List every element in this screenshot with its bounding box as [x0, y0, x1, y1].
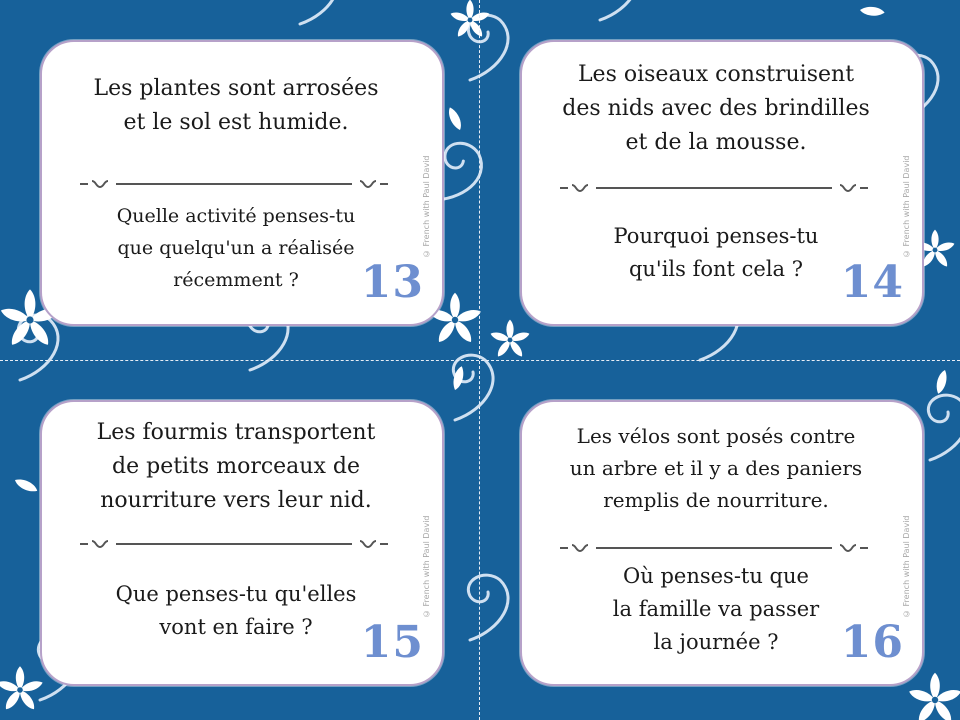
task-card-15 [40, 400, 444, 686]
cut-line-vertical [479, 0, 480, 720]
card-number: 13 [360, 257, 424, 308]
ornament-divider [556, 542, 872, 554]
question-line: Quelle activité penses-tu [116, 205, 356, 227]
ornament-divider [556, 182, 872, 194]
task-card-13 [40, 40, 444, 326]
cut-line-horizontal [0, 360, 960, 361]
statement-line: des nids avec des brindilles [562, 96, 870, 121]
statement-line: remplis de nourriture. [603, 488, 829, 512]
question-line: la famille va passer [612, 597, 820, 621]
copyright-credit: © French with Paul David [422, 155, 431, 259]
card-statement [56, 72, 416, 140]
question-line: récemment ? [173, 269, 299, 291]
statement-line: nourriture vers leur nid. [100, 488, 372, 513]
question-line: Que penses-tu qu'elles [115, 582, 357, 606]
question-line: Pourquoi penses-tu [613, 224, 819, 248]
question-line: Où penses-tu que [623, 564, 809, 588]
statement-line: un arbre et il y a des paniers [569, 456, 863, 480]
card-statement [536, 58, 896, 160]
statement-line: Les plantes sont arrosées [93, 76, 379, 101]
task-card-16 [520, 400, 924, 686]
statement-line: Les fourmis transportent [96, 420, 376, 445]
card-statement [56, 416, 416, 518]
card-number: 14 [840, 257, 904, 308]
ornament-divider [76, 538, 392, 550]
statement-line: Les vélos sont posés contre [576, 424, 856, 448]
statement-line: et de la mousse. [625, 130, 807, 155]
copyright-credit: © French with Paul David [422, 515, 431, 619]
question-line: que quelqu'un a réalisée [117, 237, 355, 259]
card-statement [536, 420, 896, 516]
card-number: 15 [360, 617, 424, 668]
copyright-credit: © French with Paul David [902, 515, 911, 619]
statement-line: de petits morceaux de [112, 454, 360, 479]
statement-line: et le sol est humide. [123, 110, 349, 135]
question-line: la journée ? [653, 630, 779, 654]
statement-line: Les oiseaux construisent [577, 62, 855, 87]
question-line: qu'ils font cela ? [628, 257, 804, 281]
task-card-14 [520, 40, 924, 326]
card-number: 16 [840, 617, 904, 668]
copyright-credit: © French with Paul David [902, 155, 911, 259]
question-line: vont en faire ? [159, 615, 313, 639]
ornament-divider [76, 178, 392, 190]
